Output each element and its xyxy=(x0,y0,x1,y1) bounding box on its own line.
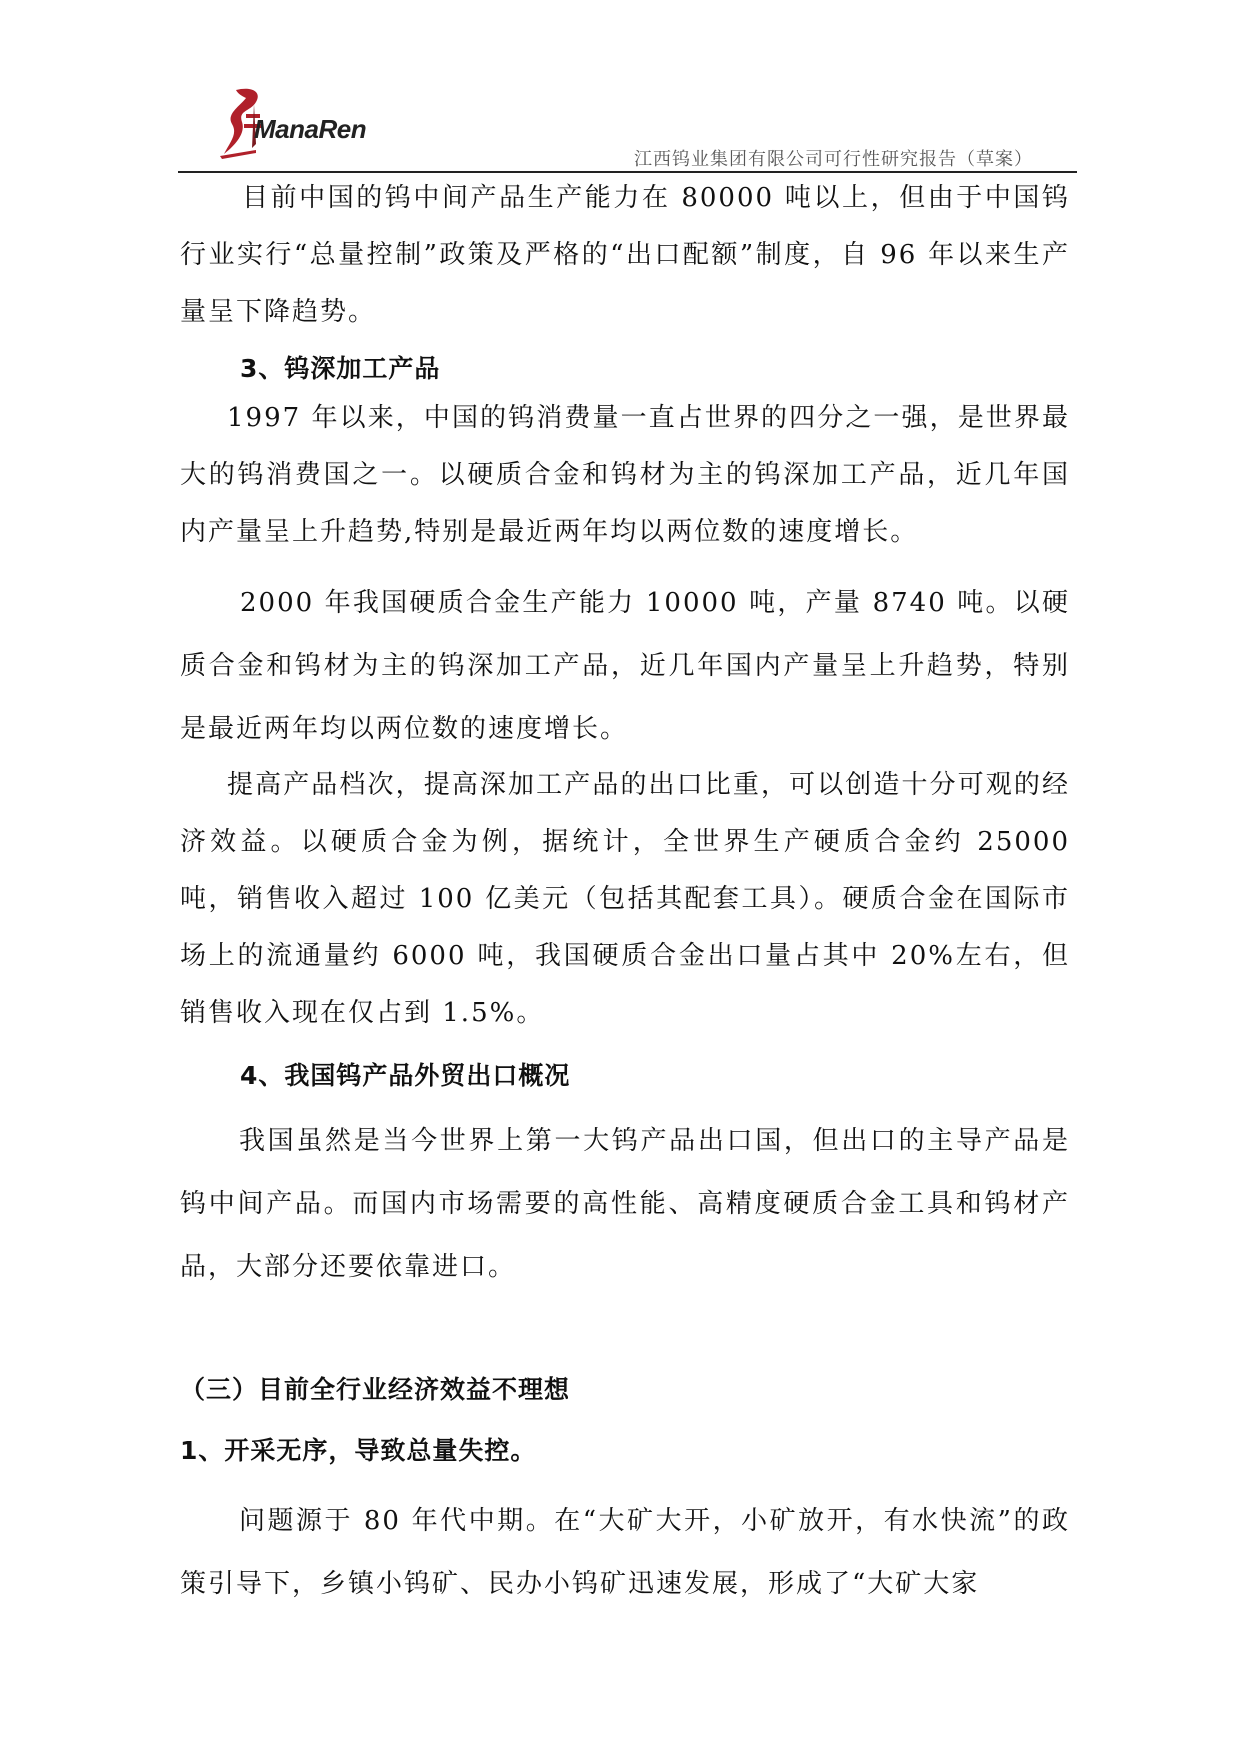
section-heading-3: （三）目前全行业经济效益不理想 xyxy=(180,1375,571,1404)
report-title: 江西钨业集团有限公司可行性研究报告（草案） xyxy=(634,149,1033,170)
paragraph-4: 提高产品档次，提高深加工产品的出口比重，可以创造十分可观的经济效益。以硬质合金为例，据统计，全世界生产硬质合金约 25000 吨，销售收入超过 100 亿美元（包括其配套工具）。硬质合金在国际市场上的流通量约 6000 吨，我国硬质合金出口量占其中 20%左右，但销售收入现在仅占到 1.5%。 xyxy=(180,770,1070,1028)
heading-4: 4、我国钨产品外贸出口概况 xyxy=(240,1061,571,1090)
heading-3: 3、钨深加工产品 xyxy=(240,354,441,383)
manaren-logo xyxy=(216,84,366,164)
subheading-1: 1、开采无序，导致总量失控。 xyxy=(180,1436,537,1465)
paragraph-6: 问题源于 80 年代中期。在“大矿大开，小矿放开，有水快流”的政策引导下，乡镇小钨矿、民办小钨矿迅速发展，形成了“大矿大家 xyxy=(180,1506,1070,1599)
paragraph-5: 我国虽然是当今世界上第一大钨产品出口国，但出口的主导产品是钨中间产品。而国内市场需要的高性能、高精度硬质合金工具和钨材产品，大部分还要依靠进口。 xyxy=(180,1126,1070,1282)
paragraph-1: 目前中国的钨中间产品生产能力在 80000 吨以上，但由于中国钨行业实行“总量控制”政策及严格的“出口配额”制度，自 96 年以来生产量呈下降趋势。 xyxy=(180,183,1070,327)
logo-text: ManaRen xyxy=(254,114,367,144)
paragraph-2: 1997 年以来，中国的钨消费量一直占世界的四分之一强，是世界最大的钨消费国之一。以硬质合金和钨材为主的钨深加工产品，近几年国内产量呈上升趋势,特别是最近两年均以两位数的速度增长。 xyxy=(180,403,1070,547)
paragraph-3: 2000 年我国硬质合金生产能力 10000 吨，产量 8740 吨。以硬质合金和钨材为主的钨深加工产品，近几年国内产量呈上升趋势，特别是最近两年均以两位数的速度增长。 xyxy=(180,588,1070,744)
